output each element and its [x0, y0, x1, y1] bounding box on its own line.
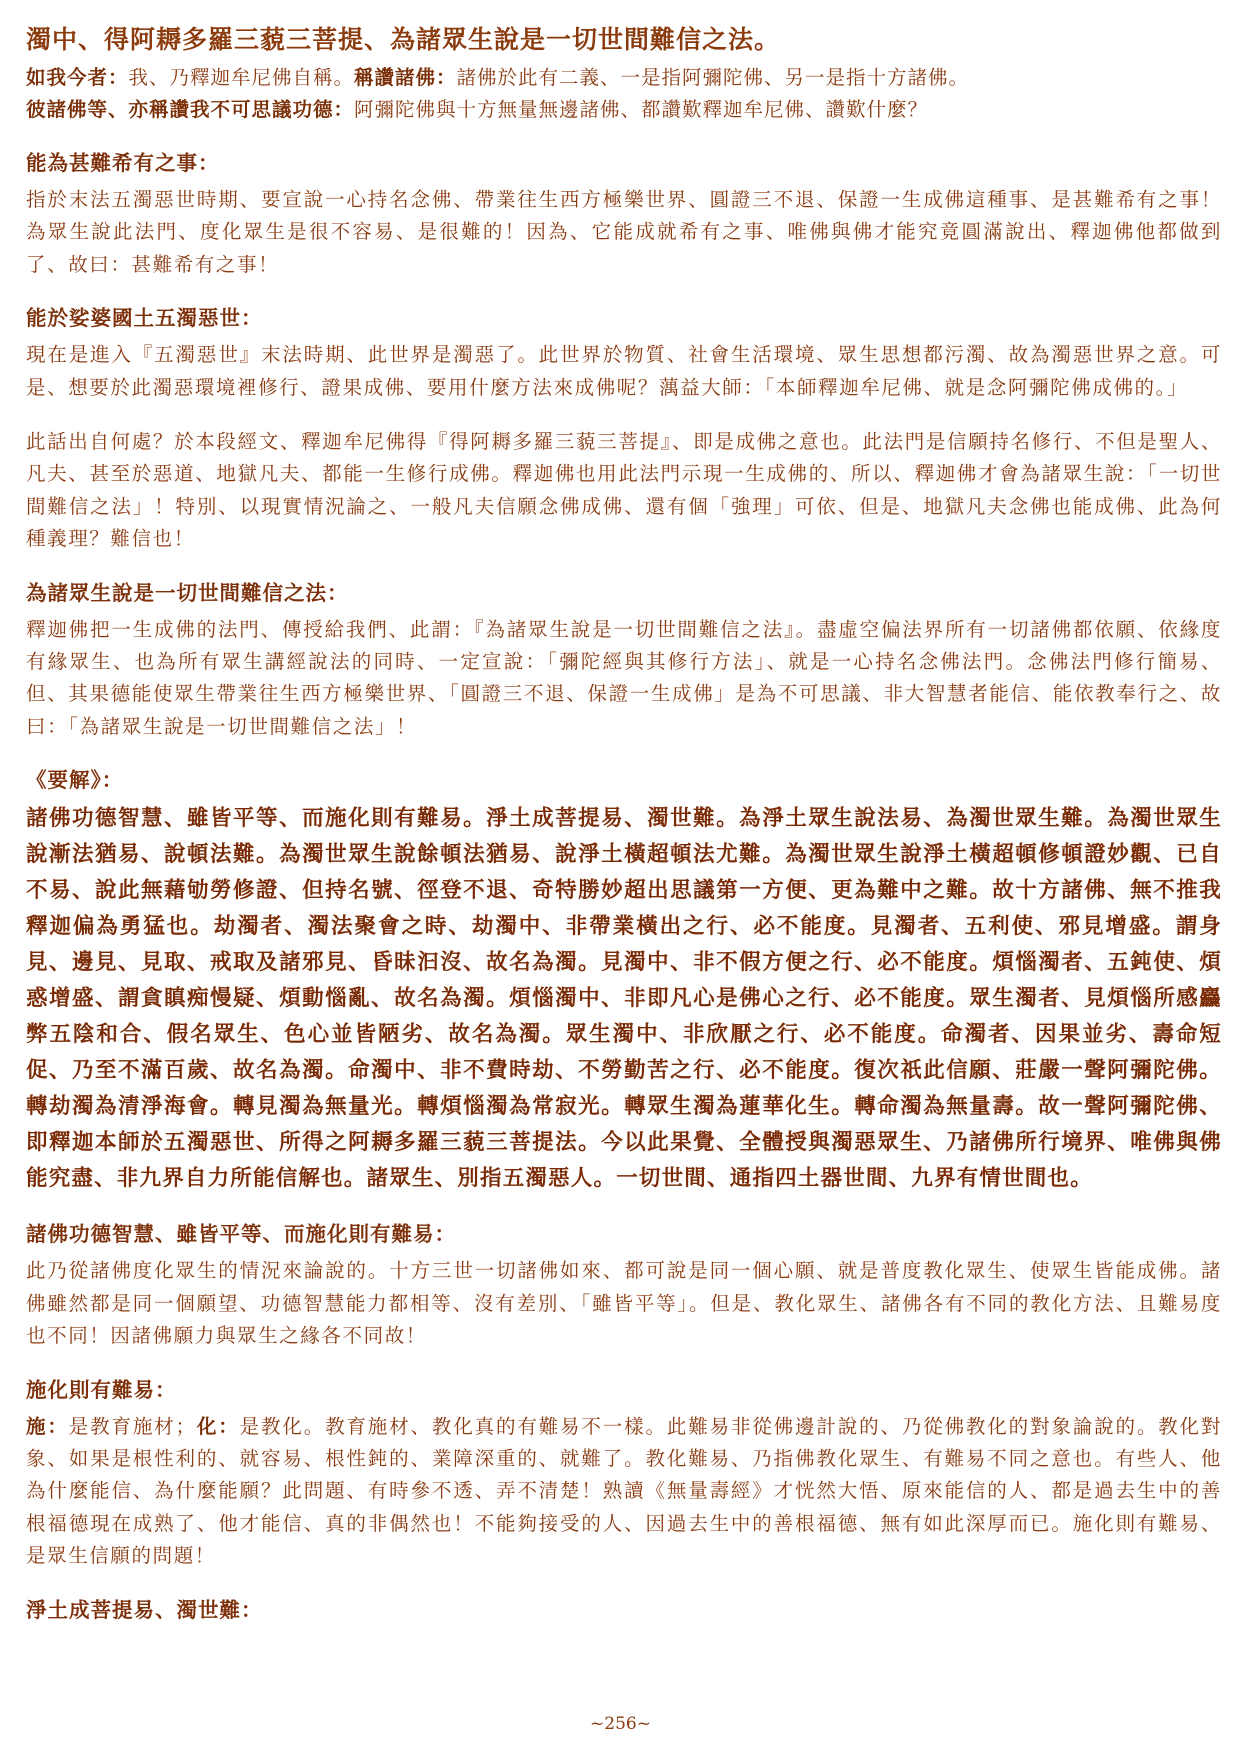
section-paragraph [26, 1411, 1222, 1573]
section-heading: 淨土成菩提易、濁世難： [26, 1597, 263, 1622]
intro-text: 我、乃釋迦牟尼佛自稱。 [128, 66, 355, 89]
section-paragraph: 現在是進入『五濁惡世』末法時期、此世界是濁惡了。此世界於物質、社會生活環境、眾生思想都污濁、故為濁惡世界之意。可是、想要於此濁惡環境裡修行、證果成佛、要用什麼方法來成佛呢？蕅益大師：「本師釋迦牟尼佛、就是念阿彌陀佛成佛的。」 [26, 343, 1222, 399]
page-number: ~256~ [590, 1714, 651, 1734]
term-text: 是教化。教育施材、教化真的有難易不一樣。此難易非從佛邊計說的、乃從佛教化的對象論說的。教化對象、如果是根性利的、就容易、根性鈍的、業障深重的、就難了。教化難易、乃指佛教化眾生、有難易不同之意也。有些人、他為什麼能信、為什麼能願？此問題、有時參不透、弄不清楚！熟讀《無量壽經》才恍然大悟、原來能信的人、都是過去生中的善根福德現在成熟了、他才能信、真的非偶然也！不能夠接受的人、因過去生中的善根福德、無有如此深厚而已。施化則有難易、是眾生信願的問題！ [26, 1414, 1223, 1568]
term-label: 化： [196, 1414, 240, 1438]
intro-line-2 [26, 94, 1222, 126]
section-heading: 施化則有難易： [26, 1377, 177, 1402]
commentary-paragraph: 諸佛功德智慧、雖皆平等、而施化則有難易。淨土成菩提易、濁世難。為淨土眾生說法易、為濁世眾生難。為濁世眾生說漸法猶易、說頓法難。為濁世眾生說餘頓法猶易、說淨土橫超頓法尤難。為濁世眾生說淨土橫超頓修頓證妙觀、已自不易、說此無藉劬勞修證、但持名號、徑登不退、奇特勝妙超出思議第一方便、更為難中之難。故十方諸佛、無不推我釋迦偏為勇猛也。劫濁者、濁法聚會之時、劫濁中、非帶業橫出之行、必不能度。見濁者、五利使、邪見增盛。謂身見、邊見、見取、戒取及諸邪見、昏昧汩沒、故名為濁。見濁中、非不假方便之行、必不能度。煩惱濁者、五鈍使、煩惑增盛、謂貪瞋痴慢疑、煩動惱亂、故名為濁。煩惱濁中、非即凡心是佛心之行、必不能度。眾生濁者、見煩惱所感麤弊五陰和合、假名眾生、色心並皆陋劣、故名為濁。眾生濁中、非欣厭之行、必不能度。命濁者、因果並劣、壽命短促、乃至不滿百歲、故名為濁。命濁中、非不費時劫、不勞勤苦之行、必不能度。復次祇此信願、莊嚴一聲阿彌陀佛。轉劫濁為清淨海會。轉見濁為無量光。轉煩惱濁為常寂光。轉眾生濁為蓮華化生。轉命濁為無量壽。故一聲阿彌陀佛、即釋迦本師於五濁惡世、所得之阿耨多羅三藐三菩提法。今以此果覺、全體授與濁惡眾生、乃諸佛所行境界、唯佛與佛能究盡、非九界自力所能信解也。諸眾生、別指五濁惡人。一切世間、通指四土器世間、九界有情世間也。 [26, 806, 1222, 1192]
term-label: 施： [26, 1414, 69, 1438]
intro-term: 稱讚諸佛： [354, 66, 457, 89]
intro-text: 諸佛於此有二義、一是指阿彌陀佛、另一是指十方諸佛。 [456, 66, 970, 89]
intro-term: 彼諸佛等、亦稱讚我不可思議功德： [26, 98, 355, 121]
section-heading: 能為甚難希有之事： [26, 151, 220, 175]
section-heading: 諸佛功德智慧、雖皆平等、而施化則有難易： [26, 1222, 456, 1247]
section-heading: 為諸眾生說是一切世間難信之法： [26, 580, 349, 605]
section-paragraph: 釋迦佛把一生成佛的法門、傳授給我們、此謂：『為諸眾生說是一切世間難信之法』。盡虛空偏法界所有一切諸佛都依願、依緣度有緣眾生、也為所有眾生講經說法的同時、一定宣說：「彌陀經與其修行方法」、就是一心持名念佛法門。念佛法門修行簡易、但、其果德能使眾生帶業往生西方極樂世界、「圓證三不退、保證一生成佛」是為不可思議、非大智慧者能信、能依教奉行之、故曰：「為諸眾生說是一切世間難信之法」！ [26, 617, 1222, 738]
section-paragraph: 指於末法五濁惡世時期、要宣說一心持名念佛、帶業往生西方極樂世界、圓證三不退、保證一生成佛這種事、是甚難希有之事！為眾生說此法門、度化眾生是很不容易、是很難的！因為、它能成就希有之事、唯佛與佛才能究竟圓滿說出、釋迦佛他都做到了、故曰：甚難希有之事！ [26, 188, 1222, 276]
intro-line-1 [26, 62, 1222, 94]
document-page [26, 22, 1222, 1631]
section-paragraph: 此乃從諸佛度化眾生的情況來論說的。十方三世一切諸佛如來、都可說是同一個心願、就是普度教化眾生、使眾生皆能成佛。諸佛雖然都是同一個願望、功德智慧能力都相等、沒有差別、「雖皆平等」。但是、教化眾生、諸佛各有不同的教化方法、且難易度也不同！因諸佛願力與眾生之緣各不同故！ [26, 1259, 1222, 1348]
section-heading: 能於娑婆國土五濁惡世： [26, 306, 263, 331]
intro-text: 阿彌陀佛與十方無量無邊諸佛、都讚歎釋迦牟尼佛、讚歎什麼？ [354, 98, 929, 121]
section-heading: 《要解》： [26, 768, 124, 793]
page-title: 濁中、得阿耨多羅三藐三菩提、為諸眾生說是一切世間難信之法。 [26, 25, 781, 54]
section-paragraph: 此話出自何處？於本段經文、釋迦牟尼佛得『得阿耨多羅三藐三菩提』、即是成佛之意也。此法門是信願持名修行、不但是聖人、凡夫、甚至於惡道、地獄凡夫、都能一生修行成佛。釋迦佛也用此法門示現一生成佛的、所以、釋迦佛才會為諸眾生說：「一切世間難信之法」！特別、以現實情況論之、一般凡夫信願念佛成佛、還有個「強理」可依、但是、地獄凡夫念佛也能成佛、此為何種義理？難信也！ [26, 430, 1222, 551]
intro-term: 如我今者： [26, 66, 129, 89]
term-text: 是教育施材； [68, 1414, 197, 1438]
